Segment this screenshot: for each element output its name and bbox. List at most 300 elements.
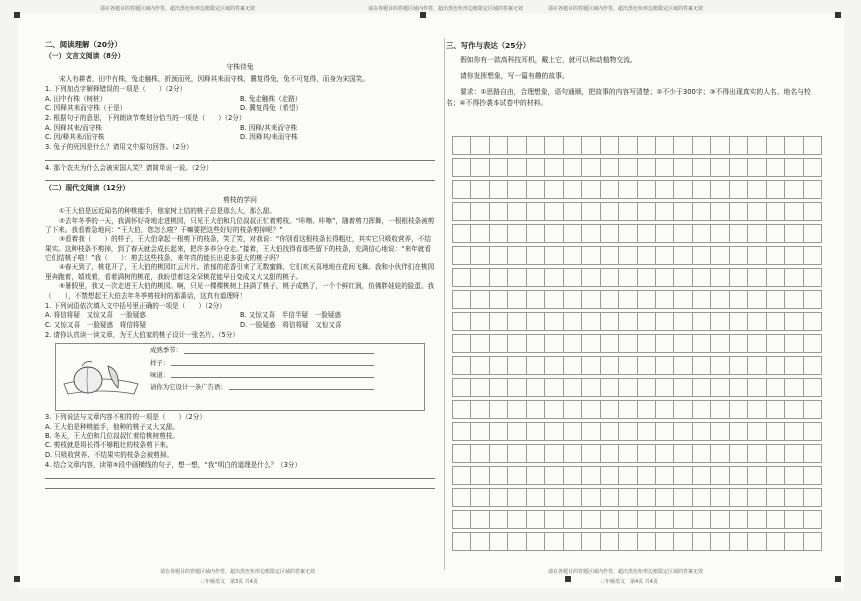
grid-cell[interactable] bbox=[748, 203, 766, 220]
grid-cell[interactable] bbox=[601, 247, 619, 264]
grid-cell[interactable] bbox=[453, 225, 471, 242]
grid-cell[interactable] bbox=[711, 511, 729, 528]
grid-cell[interactable] bbox=[490, 445, 508, 462]
grid-cell[interactable] bbox=[748, 225, 766, 242]
grid-cell[interactable] bbox=[601, 313, 619, 330]
grid-cell[interactable] bbox=[564, 335, 582, 352]
grid-cell[interactable] bbox=[508, 511, 526, 528]
grid-cell[interactable] bbox=[601, 269, 619, 286]
grid-cell[interactable] bbox=[453, 423, 471, 440]
grid-cell[interactable] bbox=[767, 467, 785, 484]
grid-cell[interactable] bbox=[711, 335, 729, 352]
grid-cell[interactable] bbox=[471, 181, 489, 198]
grid-cell[interactable] bbox=[527, 423, 545, 440]
grid-cell[interactable] bbox=[693, 269, 711, 286]
grid-cell[interactable] bbox=[748, 159, 766, 176]
grid-cell[interactable] bbox=[656, 467, 674, 484]
grid-cell[interactable] bbox=[490, 159, 508, 176]
grid-cell[interactable] bbox=[601, 203, 619, 220]
grid-cell[interactable] bbox=[601, 445, 619, 462]
grid-cell[interactable] bbox=[619, 379, 637, 396]
grid-cell[interactable] bbox=[453, 247, 471, 264]
grid-cell[interactable] bbox=[582, 247, 600, 264]
grid-cell[interactable] bbox=[767, 269, 785, 286]
grid-cell[interactable] bbox=[527, 313, 545, 330]
grid-cell[interactable] bbox=[693, 357, 711, 374]
grid-cell[interactable] bbox=[582, 137, 600, 154]
grid-cell[interactable] bbox=[804, 203, 822, 220]
grid-cell[interactable] bbox=[785, 181, 803, 198]
grid-cell[interactable] bbox=[527, 467, 545, 484]
grid-cell[interactable] bbox=[601, 533, 619, 550]
grid-cell[interactable] bbox=[711, 467, 729, 484]
answer-line[interactable] bbox=[184, 347, 374, 354]
grid-cell[interactable] bbox=[674, 357, 692, 374]
grid-cell[interactable] bbox=[711, 269, 729, 286]
grid-cell[interactable] bbox=[601, 401, 619, 418]
answer-line[interactable] bbox=[45, 154, 435, 161]
grid-cell[interactable] bbox=[693, 533, 711, 550]
grid-cell[interactable] bbox=[804, 159, 822, 176]
grid-cell[interactable] bbox=[767, 181, 785, 198]
grid-cell[interactable] bbox=[767, 423, 785, 440]
grid-cell[interactable] bbox=[638, 247, 656, 264]
answer-line[interactable] bbox=[171, 359, 374, 366]
grid-cell[interactable] bbox=[711, 357, 729, 374]
grid-cell[interactable] bbox=[674, 203, 692, 220]
grid-cell[interactable] bbox=[674, 401, 692, 418]
grid-cell[interactable] bbox=[564, 159, 582, 176]
option[interactable]: A. 田中有株（树桩） bbox=[45, 94, 107, 103]
grid-cell[interactable] bbox=[693, 159, 711, 176]
grid-cell[interactable] bbox=[804, 401, 822, 418]
answer-line[interactable] bbox=[45, 174, 435, 181]
grid-cell[interactable] bbox=[564, 247, 582, 264]
grid-cell[interactable] bbox=[674, 247, 692, 264]
grid-cell[interactable] bbox=[767, 489, 785, 506]
grid-cell[interactable] bbox=[508, 181, 526, 198]
grid-cell[interactable] bbox=[730, 445, 748, 462]
grid-cell[interactable] bbox=[785, 445, 803, 462]
grid-cell[interactable] bbox=[619, 489, 637, 506]
grid-cell[interactable] bbox=[638, 313, 656, 330]
grid-cell[interactable] bbox=[693, 489, 711, 506]
grid-cell[interactable] bbox=[656, 511, 674, 528]
grid-cell[interactable] bbox=[693, 247, 711, 264]
grid-cell[interactable] bbox=[638, 137, 656, 154]
grid-cell[interactable] bbox=[564, 181, 582, 198]
grid-cell[interactable] bbox=[730, 335, 748, 352]
grid-cell[interactable] bbox=[471, 401, 489, 418]
grid-cell[interactable] bbox=[785, 357, 803, 374]
grid-cell[interactable] bbox=[564, 467, 582, 484]
grid-cell[interactable] bbox=[564, 313, 582, 330]
grid-cell[interactable] bbox=[785, 247, 803, 264]
grid-cell[interactable] bbox=[656, 247, 674, 264]
answer-line[interactable] bbox=[229, 383, 374, 390]
grid-cell[interactable] bbox=[490, 533, 508, 550]
grid-cell[interactable] bbox=[527, 489, 545, 506]
grid-cell[interactable] bbox=[564, 357, 582, 374]
grid-cell[interactable] bbox=[527, 291, 545, 308]
grid-cell[interactable] bbox=[730, 313, 748, 330]
grid-cell[interactable] bbox=[730, 423, 748, 440]
grid-cell[interactable] bbox=[582, 489, 600, 506]
grid-cell[interactable] bbox=[804, 247, 822, 264]
grid-cell[interactable] bbox=[527, 533, 545, 550]
grid-cell[interactable] bbox=[638, 335, 656, 352]
grid-cell[interactable] bbox=[490, 379, 508, 396]
grid-cell[interactable] bbox=[674, 533, 692, 550]
grid-cell[interactable] bbox=[656, 335, 674, 352]
grid-cell[interactable] bbox=[693, 511, 711, 528]
grid-cell[interactable] bbox=[804, 379, 822, 396]
grid-cell[interactable] bbox=[527, 159, 545, 176]
grid-cell[interactable] bbox=[656, 225, 674, 242]
grid-cell[interactable] bbox=[767, 511, 785, 528]
grid-cell[interactable] bbox=[582, 445, 600, 462]
grid-cell[interactable] bbox=[508, 247, 526, 264]
grid-cell[interactable] bbox=[471, 313, 489, 330]
grid-cell[interactable] bbox=[674, 181, 692, 198]
grid-cell[interactable] bbox=[785, 225, 803, 242]
grid-cell[interactable] bbox=[638, 379, 656, 396]
grid-cell[interactable] bbox=[564, 225, 582, 242]
grid-cell[interactable] bbox=[601, 511, 619, 528]
grid-cell[interactable] bbox=[508, 357, 526, 374]
grid-cell[interactable] bbox=[804, 313, 822, 330]
grid-cell[interactable] bbox=[545, 357, 563, 374]
grid-cell[interactable] bbox=[471, 247, 489, 264]
grid-cell[interactable] bbox=[545, 291, 563, 308]
grid-cell[interactable] bbox=[582, 159, 600, 176]
grid-cell[interactable] bbox=[711, 379, 729, 396]
grid-cell[interactable] bbox=[601, 489, 619, 506]
grid-cell[interactable] bbox=[711, 489, 729, 506]
grid-cell[interactable] bbox=[767, 357, 785, 374]
grid-cell[interactable] bbox=[767, 225, 785, 242]
grid-cell[interactable] bbox=[508, 423, 526, 440]
grid-cell[interactable] bbox=[748, 467, 766, 484]
grid-cell[interactable] bbox=[453, 181, 471, 198]
grid-cell[interactable] bbox=[508, 489, 526, 506]
grid-cell[interactable] bbox=[508, 225, 526, 242]
grid-cell[interactable] bbox=[785, 489, 803, 506]
grid-cell[interactable] bbox=[527, 357, 545, 374]
grid-cell[interactable] bbox=[453, 401, 471, 418]
grid-cell[interactable] bbox=[711, 533, 729, 550]
grid-cell[interactable] bbox=[711, 181, 729, 198]
grid-cell[interactable] bbox=[638, 423, 656, 440]
grid-cell[interactable] bbox=[545, 225, 563, 242]
grid-cell[interactable] bbox=[767, 203, 785, 220]
grid-cell[interactable] bbox=[619, 467, 637, 484]
grid-cell[interactable] bbox=[471, 533, 489, 550]
grid-cell[interactable] bbox=[471, 357, 489, 374]
grid-cell[interactable] bbox=[601, 181, 619, 198]
grid-cell[interactable] bbox=[582, 203, 600, 220]
grid-cell[interactable] bbox=[638, 401, 656, 418]
option[interactable]: D. 只吸收营养、不结果实的枝条会被剪掉。 bbox=[45, 450, 173, 459]
grid-cell[interactable] bbox=[638, 269, 656, 286]
option[interactable]: C. 因/释其耒/而守株 bbox=[45, 132, 105, 141]
grid-cell[interactable] bbox=[471, 203, 489, 220]
grid-cell[interactable] bbox=[656, 401, 674, 418]
grid-cell[interactable] bbox=[545, 511, 563, 528]
grid-cell[interactable] bbox=[693, 467, 711, 484]
grid-cell[interactable] bbox=[545, 269, 563, 286]
grid-cell[interactable] bbox=[527, 181, 545, 198]
grid-cell[interactable] bbox=[730, 137, 748, 154]
grid-cell[interactable] bbox=[471, 467, 489, 484]
grid-cell[interactable] bbox=[508, 291, 526, 308]
grid-cell[interactable] bbox=[711, 291, 729, 308]
option[interactable]: C. 又惊又喜 一脸疑惑 将信将疑 bbox=[45, 320, 147, 329]
grid-cell[interactable] bbox=[638, 357, 656, 374]
grid-cell[interactable] bbox=[601, 379, 619, 396]
grid-cell[interactable] bbox=[693, 225, 711, 242]
grid-cell[interactable] bbox=[545, 445, 563, 462]
grid-cell[interactable] bbox=[711, 225, 729, 242]
grid-cell[interactable] bbox=[748, 181, 766, 198]
grid-cell[interactable] bbox=[527, 203, 545, 220]
grid-cell[interactable] bbox=[508, 401, 526, 418]
grid-cell[interactable] bbox=[619, 269, 637, 286]
grid-cell[interactable] bbox=[545, 489, 563, 506]
grid-cell[interactable] bbox=[748, 247, 766, 264]
grid-cell[interactable] bbox=[490, 291, 508, 308]
grid-cell[interactable] bbox=[638, 291, 656, 308]
grid-cell[interactable] bbox=[527, 401, 545, 418]
grid-cell[interactable] bbox=[508, 313, 526, 330]
grid-cell[interactable] bbox=[508, 467, 526, 484]
grid-cell[interactable] bbox=[785, 335, 803, 352]
grid-cell[interactable] bbox=[471, 445, 489, 462]
grid-cell[interactable] bbox=[471, 291, 489, 308]
grid-cell[interactable] bbox=[748, 533, 766, 550]
grid-cell[interactable] bbox=[527, 445, 545, 462]
grid-cell[interactable] bbox=[730, 467, 748, 484]
grid-cell[interactable] bbox=[453, 269, 471, 286]
grid-cell[interactable] bbox=[748, 357, 766, 374]
grid-cell[interactable] bbox=[638, 511, 656, 528]
grid-cell[interactable] bbox=[693, 313, 711, 330]
grid-cell[interactable] bbox=[711, 137, 729, 154]
grid-cell[interactable] bbox=[638, 467, 656, 484]
option[interactable]: D. 因释其/耒而守株 bbox=[240, 132, 298, 141]
grid-cell[interactable] bbox=[545, 247, 563, 264]
grid-cell[interactable] bbox=[490, 225, 508, 242]
grid-cell[interactable] bbox=[619, 401, 637, 418]
grid-cell[interactable] bbox=[508, 269, 526, 286]
grid-cell[interactable] bbox=[674, 269, 692, 286]
grid-cell[interactable] bbox=[582, 423, 600, 440]
option[interactable]: B. 兔走触株（走路） bbox=[240, 94, 302, 103]
grid-cell[interactable] bbox=[656, 269, 674, 286]
grid-cell[interactable] bbox=[471, 159, 489, 176]
grid-cell[interactable] bbox=[545, 159, 563, 176]
grid-cell[interactable] bbox=[638, 181, 656, 198]
grid-cell[interactable] bbox=[508, 203, 526, 220]
grid-cell[interactable] bbox=[490, 137, 508, 154]
grid-cell[interactable] bbox=[619, 445, 637, 462]
grid-cell[interactable] bbox=[767, 379, 785, 396]
grid-cell[interactable] bbox=[582, 511, 600, 528]
grid-cell[interactable] bbox=[453, 533, 471, 550]
grid-cell[interactable] bbox=[527, 137, 545, 154]
grid-cell[interactable] bbox=[656, 203, 674, 220]
answer-line[interactable] bbox=[45, 472, 435, 479]
grid-cell[interactable] bbox=[582, 313, 600, 330]
grid-cell[interactable] bbox=[453, 203, 471, 220]
grid-cell[interactable] bbox=[804, 269, 822, 286]
grid-cell[interactable] bbox=[674, 137, 692, 154]
grid-cell[interactable] bbox=[804, 137, 822, 154]
grid-cell[interactable] bbox=[730, 533, 748, 550]
grid-cell[interactable] bbox=[748, 445, 766, 462]
grid-cell[interactable] bbox=[748, 313, 766, 330]
grid-cell[interactable] bbox=[508, 379, 526, 396]
answer-line[interactable] bbox=[171, 371, 374, 378]
grid-cell[interactable] bbox=[453, 313, 471, 330]
grid-cell[interactable] bbox=[471, 225, 489, 242]
grid-cell[interactable] bbox=[601, 357, 619, 374]
grid-cell[interactable] bbox=[693, 401, 711, 418]
grid-cell[interactable] bbox=[748, 379, 766, 396]
grid-cell[interactable] bbox=[508, 445, 526, 462]
grid-cell[interactable] bbox=[564, 489, 582, 506]
grid-cell[interactable] bbox=[767, 313, 785, 330]
grid-cell[interactable] bbox=[490, 335, 508, 352]
grid-cell[interactable] bbox=[527, 511, 545, 528]
grid-cell[interactable] bbox=[711, 401, 729, 418]
grid-cell[interactable] bbox=[453, 335, 471, 352]
grid-cell[interactable] bbox=[711, 423, 729, 440]
writing-grid[interactable] bbox=[452, 136, 822, 564]
grid-cell[interactable] bbox=[656, 423, 674, 440]
grid-cell[interactable] bbox=[804, 357, 822, 374]
grid-cell[interactable] bbox=[582, 269, 600, 286]
grid-cell[interactable] bbox=[767, 247, 785, 264]
grid-cell[interactable] bbox=[453, 379, 471, 396]
grid-cell[interactable] bbox=[527, 225, 545, 242]
grid-cell[interactable] bbox=[804, 181, 822, 198]
grid-cell[interactable] bbox=[674, 379, 692, 396]
grid-cell[interactable] bbox=[656, 159, 674, 176]
grid-cell[interactable] bbox=[730, 269, 748, 286]
grid-cell[interactable] bbox=[674, 423, 692, 440]
grid-cell[interactable] bbox=[619, 313, 637, 330]
grid-cell[interactable] bbox=[656, 445, 674, 462]
grid-cell[interactable] bbox=[693, 379, 711, 396]
grid-cell[interactable] bbox=[785, 159, 803, 176]
grid-cell[interactable] bbox=[804, 291, 822, 308]
grid-cell[interactable] bbox=[471, 269, 489, 286]
grid-cell[interactable] bbox=[674, 511, 692, 528]
grid-cell[interactable] bbox=[490, 247, 508, 264]
grid-cell[interactable] bbox=[490, 203, 508, 220]
option[interactable]: A. 将信将疑 又惊又喜 一脸疑惑 bbox=[45, 311, 146, 320]
grid-cell[interactable] bbox=[619, 247, 637, 264]
grid-cell[interactable] bbox=[564, 379, 582, 396]
grid-cell[interactable] bbox=[564, 269, 582, 286]
grid-cell[interactable] bbox=[471, 379, 489, 396]
grid-cell[interactable] bbox=[674, 159, 692, 176]
grid-cell[interactable] bbox=[674, 335, 692, 352]
grid-cell[interactable] bbox=[711, 247, 729, 264]
grid-cell[interactable] bbox=[564, 423, 582, 440]
grid-cell[interactable] bbox=[748, 291, 766, 308]
grid-cell[interactable] bbox=[601, 225, 619, 242]
grid-cell[interactable] bbox=[730, 225, 748, 242]
grid-cell[interactable] bbox=[545, 137, 563, 154]
grid-cell[interactable] bbox=[730, 401, 748, 418]
grid-cell[interactable] bbox=[453, 357, 471, 374]
grid-cell[interactable] bbox=[619, 533, 637, 550]
grid-cell[interactable] bbox=[656, 533, 674, 550]
grid-cell[interactable] bbox=[748, 511, 766, 528]
grid-cell[interactable] bbox=[804, 335, 822, 352]
grid-cell[interactable] bbox=[490, 269, 508, 286]
grid-cell[interactable] bbox=[545, 533, 563, 550]
grid-cell[interactable] bbox=[693, 181, 711, 198]
option[interactable]: B. 因释/其耒而守株 bbox=[240, 123, 298, 132]
grid-cell[interactable] bbox=[619, 203, 637, 220]
grid-cell[interactable] bbox=[748, 269, 766, 286]
grid-cell[interactable] bbox=[638, 533, 656, 550]
grid-cell[interactable] bbox=[490, 401, 508, 418]
grid-cell[interactable] bbox=[601, 159, 619, 176]
grid-cell[interactable] bbox=[490, 423, 508, 440]
grid-cell[interactable] bbox=[767, 401, 785, 418]
grid-cell[interactable] bbox=[730, 247, 748, 264]
grid-cell[interactable] bbox=[453, 511, 471, 528]
grid-cell[interactable] bbox=[582, 379, 600, 396]
option[interactable]: D. 冀复得兔（希望） bbox=[240, 103, 303, 112]
grid-cell[interactable] bbox=[601, 423, 619, 440]
grid-cell[interactable] bbox=[564, 445, 582, 462]
grid-cell[interactable] bbox=[527, 379, 545, 396]
option[interactable]: C. 剪枝就是将长得不够粗壮的枝条剪下来。 bbox=[45, 441, 173, 450]
grid-cell[interactable] bbox=[804, 445, 822, 462]
grid-cell[interactable] bbox=[564, 137, 582, 154]
grid-cell[interactable] bbox=[785, 511, 803, 528]
grid-cell[interactable] bbox=[711, 159, 729, 176]
grid-cell[interactable] bbox=[638, 203, 656, 220]
grid-cell[interactable] bbox=[785, 269, 803, 286]
grid-cell[interactable] bbox=[656, 137, 674, 154]
grid-cell[interactable] bbox=[471, 511, 489, 528]
grid-cell[interactable] bbox=[804, 423, 822, 440]
grid-cell[interactable] bbox=[508, 533, 526, 550]
grid-cell[interactable] bbox=[748, 401, 766, 418]
grid-cell[interactable] bbox=[804, 511, 822, 528]
grid-cell[interactable] bbox=[730, 489, 748, 506]
grid-cell[interactable] bbox=[545, 467, 563, 484]
grid-cell[interactable] bbox=[508, 159, 526, 176]
grid-cell[interactable] bbox=[582, 357, 600, 374]
grid-cell[interactable] bbox=[471, 137, 489, 154]
grid-cell[interactable] bbox=[785, 313, 803, 330]
grid-cell[interactable] bbox=[582, 533, 600, 550]
grid-cell[interactable] bbox=[656, 489, 674, 506]
answer-line[interactable] bbox=[45, 482, 435, 489]
grid-cell[interactable] bbox=[545, 181, 563, 198]
grid-cell[interactable] bbox=[730, 181, 748, 198]
grid-cell[interactable] bbox=[619, 511, 637, 528]
grid-cell[interactable] bbox=[767, 137, 785, 154]
grid-cell[interactable] bbox=[453, 159, 471, 176]
